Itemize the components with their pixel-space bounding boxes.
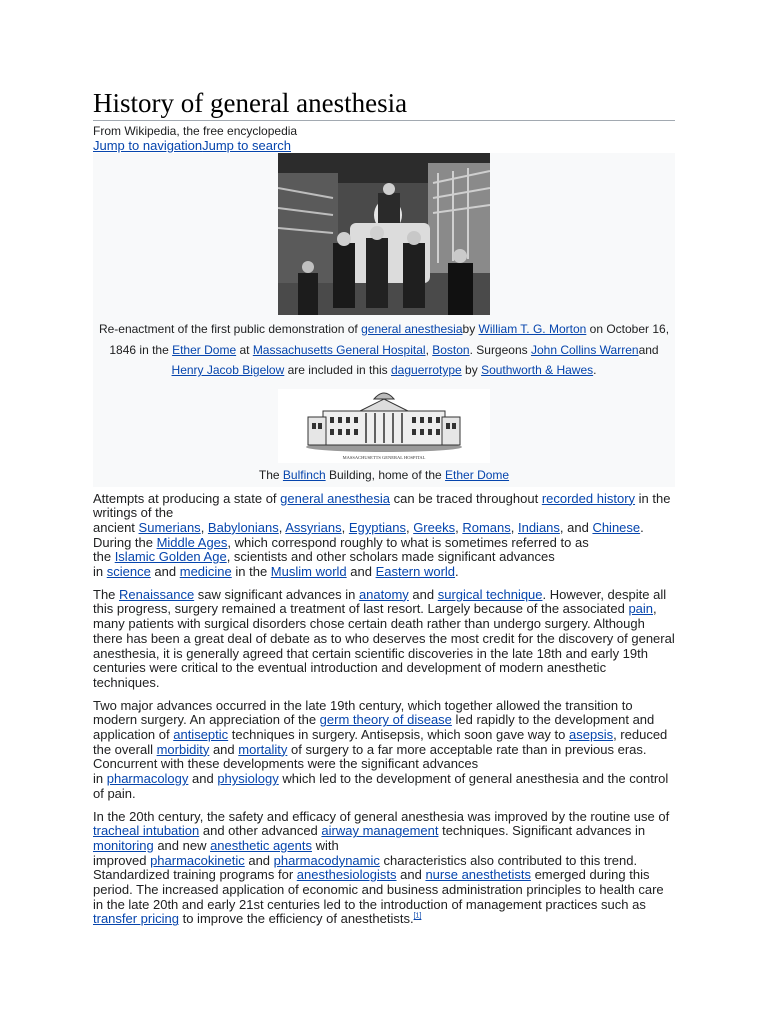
wiki-link[interactable]: physiology <box>217 771 279 787</box>
citation <box>414 913 422 920</box>
text-run: , <box>425 342 433 357</box>
text-run: and <box>396 867 426 883</box>
wiki-link[interactable]: daguerrotype <box>391 363 462 377</box>
wiki-link[interactable]: pharmacokinetic <box>150 852 245 868</box>
wiki-link[interactable]: transfer pricing <box>93 911 179 927</box>
paragraph <box>93 810 675 928</box>
wiki-link[interactable]: anatomy <box>358 586 409 602</box>
text-run: with improved <box>93 837 339 868</box>
paragraph <box>93 492 675 580</box>
wiki-link[interactable]: Indians <box>517 519 560 535</box>
text-run: , <box>200 519 208 535</box>
wiki-link[interactable]: asepsis <box>569 727 614 743</box>
figure-bulfinch <box>93 389 675 487</box>
text-run: . <box>455 564 459 580</box>
text-run: techniques in surgery. Antisepsis, which soon gave way to <box>228 727 569 743</box>
wiki-link[interactable]: Chinese <box>592 519 641 535</box>
paragraph <box>93 699 675 802</box>
wiki-link[interactable]: Babylonians <box>207 519 279 535</box>
wiki-link[interactable]: Eastern world <box>375 564 456 580</box>
jump-to-navigation-link[interactable]: Jump to navigation <box>93 138 203 153</box>
wiki-link[interactable]: Massachusetts General Hospital <box>252 342 426 357</box>
text-run: led rapidly to the development and application of <box>93 712 655 743</box>
text-run: and <box>150 564 180 580</box>
text-run: saw significant advances in <box>194 586 359 602</box>
wiki-link[interactable]: Southworth & Hawes <box>481 363 594 377</box>
figure-caption <box>93 315 675 381</box>
wiki-link[interactable]: Boston <box>432 342 470 357</box>
wiki-link[interactable]: pain <box>628 601 654 617</box>
text-run: , <box>510 519 518 535</box>
wiki-link[interactable]: Egyptians <box>348 519 406 535</box>
text-run: and <box>244 852 274 868</box>
text-run: , many patients with surgical disorders chose certain death rather than undergo surgery. Although there has been a great deal of debate as to who deserves the most credit for the discovery of general anesthesia, it is generally agreed that certain scientific discoveries in the late 18th and early 19th centuries were critical to the eventual introduction and development of modern anesthetic techniques. <box>93 601 675 690</box>
text-run: . During the <box>93 519 644 550</box>
figure-box <box>93 153 675 487</box>
text-run: techniques. Significant advances in <box>438 823 646 839</box>
text-run: . Surgeons <box>469 342 531 357</box>
text-run: which led to the development of general anesthesia and the control of pain. <box>93 771 669 801</box>
wiki-link[interactable]: anesthesiologists <box>296 867 397 883</box>
wiki-link[interactable]: Henry Jacob Bigelow <box>171 363 285 377</box>
text-run: at <box>236 342 253 357</box>
text-run: Re-enactment of the first public demonstration of <box>98 322 362 336</box>
wiki-link[interactable]: Greeks <box>413 519 456 535</box>
wiki-link[interactable]: airway management <box>321 823 439 839</box>
text-run: can be traced throughout <box>390 490 542 506</box>
text-run: characteristics also contributed to this trend. Standardized training programs for <box>93 852 638 883</box>
text-run: , <box>405 519 414 535</box>
figure-ether-dome <box>93 153 675 381</box>
text-run: , reduced the overall <box>93 727 668 757</box>
text-run: to improve the efficiency of anesthetists. <box>178 911 414 927</box>
wiki-link[interactable]: Ether Dome <box>172 342 237 357</box>
article-body <box>93 492 675 928</box>
wiki-link[interactable]: mortality <box>238 741 288 757</box>
text-run: and <box>638 342 659 357</box>
site-tagline: From Wikipedia, the free encyclopedia <box>93 124 298 138</box>
wiki-link[interactable]: general anesthesia <box>280 490 391 506</box>
wiki-link[interactable]: science <box>106 564 151 580</box>
text-run: , <box>278 519 286 535</box>
text-run: , which correspond roughly to what is sometimes referred to as the <box>93 534 589 565</box>
svg-text:MASSACHUSETTS GENERAL HOSPITAL: MASSACHUSETTS GENERAL HOSPITAL <box>342 454 426 460</box>
wiki-link[interactable]: tracheal intubation <box>93 823 200 839</box>
wiki-link[interactable]: Ether Dome <box>445 467 510 482</box>
text-run: , and <box>559 519 593 535</box>
wiki-link[interactable]: surgical technique <box>437 586 543 602</box>
text-run: Attempts at producing a state of <box>93 490 281 506</box>
citation-link[interactable]: [1] <box>413 913 422 921</box>
wiki-link[interactable]: John Collins Warren <box>530 342 639 357</box>
text-run: . However, despite all this progress, surgery remained a treatment of last resort. Largely because of the associated <box>93 586 667 617</box>
paragraph <box>93 588 675 691</box>
wiki-link[interactable]: Renaissance <box>119 586 195 602</box>
wiki-link[interactable]: Sumerians <box>138 519 201 535</box>
text-run: in the writings of the ancient <box>93 490 671 535</box>
text-run: Two major advances occurred in the late 19th century, which together allowed the transition to modern surgery. An appreciation of the <box>93 697 633 728</box>
wiki-link[interactable]: medicine <box>179 564 232 580</box>
page-title: History of general anesthesia <box>93 86 675 121</box>
figure-caption <box>93 463 675 487</box>
wiki-link[interactable]: William T. G. Morton <box>478 322 587 336</box>
article <box>93 86 675 935</box>
jump-to-search-link[interactable]: Jump to search <box>202 138 291 153</box>
wiki-link[interactable]: monitoring <box>93 837 154 853</box>
wiki-link[interactable]: Assyrians <box>285 519 342 535</box>
text-run: The <box>258 467 283 482</box>
wiki-link[interactable]: recorded history <box>541 490 636 506</box>
text-run: and other advanced <box>199 823 322 839</box>
wiki-link[interactable]: anesthetic agents <box>210 837 312 853</box>
wiki-link[interactable]: morbidity <box>156 741 210 757</box>
text-run: , <box>455 519 463 535</box>
wiki-link[interactable]: Middle Ages <box>156 534 228 550</box>
wiki-link[interactable]: pharmacology <box>106 771 189 787</box>
text-run: , <box>341 519 349 535</box>
text-run: In the 20th century, the safety and efficacy of general anesthesia was improved by the routine use of <box>93 808 670 824</box>
text-run: in the <box>231 564 271 580</box>
text-run: . <box>593 363 597 377</box>
text-run: by <box>462 322 479 336</box>
text-run: of surgery to a far more acceptable rate than in previous eras. Concurrent with these developments were the significant advances in <box>93 741 647 787</box>
wiki-link[interactable]: general anesthesia <box>361 322 463 336</box>
wiki-link[interactable]: pharmacodynamic <box>273 852 380 868</box>
text-run: and new <box>153 837 211 853</box>
text-run: and <box>209 741 239 757</box>
text-run: are included in this <box>284 363 391 377</box>
wiki-link[interactable]: Bulfinch <box>282 467 326 482</box>
text-run: and <box>346 564 376 580</box>
text-run: on October 16, 1846 in the <box>109 322 670 357</box>
engraving-bulfinch-building-icon[interactable] <box>278 389 490 463</box>
text-run: by <box>461 363 482 377</box>
text-run: and <box>408 586 438 602</box>
wiki-link[interactable]: nurse anesthetists <box>425 867 531 883</box>
wiki-link[interactable]: Islamic Golden Age <box>114 549 227 565</box>
jump-links <box>93 138 675 153</box>
wiki-link[interactable]: Muslim world <box>270 564 347 580</box>
wiki-link[interactable]: Romans <box>462 519 511 535</box>
text-run: The <box>93 586 120 602</box>
text-run: and <box>188 771 218 787</box>
wiki-link[interactable]: germ theory of disease <box>319 712 452 728</box>
text-run: Building, home of the <box>325 467 446 482</box>
text-run: emerged during this period. The increased application of economic and business administration principles to health care in the late 20th and early 21st centuries led to the introduction of management practices such as <box>93 867 664 912</box>
photo-operating-theatre-icon[interactable] <box>278 153 490 315</box>
text-run: , scientists and other scholars made significant advances in <box>93 549 555 580</box>
wiki-link[interactable]: antiseptic <box>173 727 229 743</box>
